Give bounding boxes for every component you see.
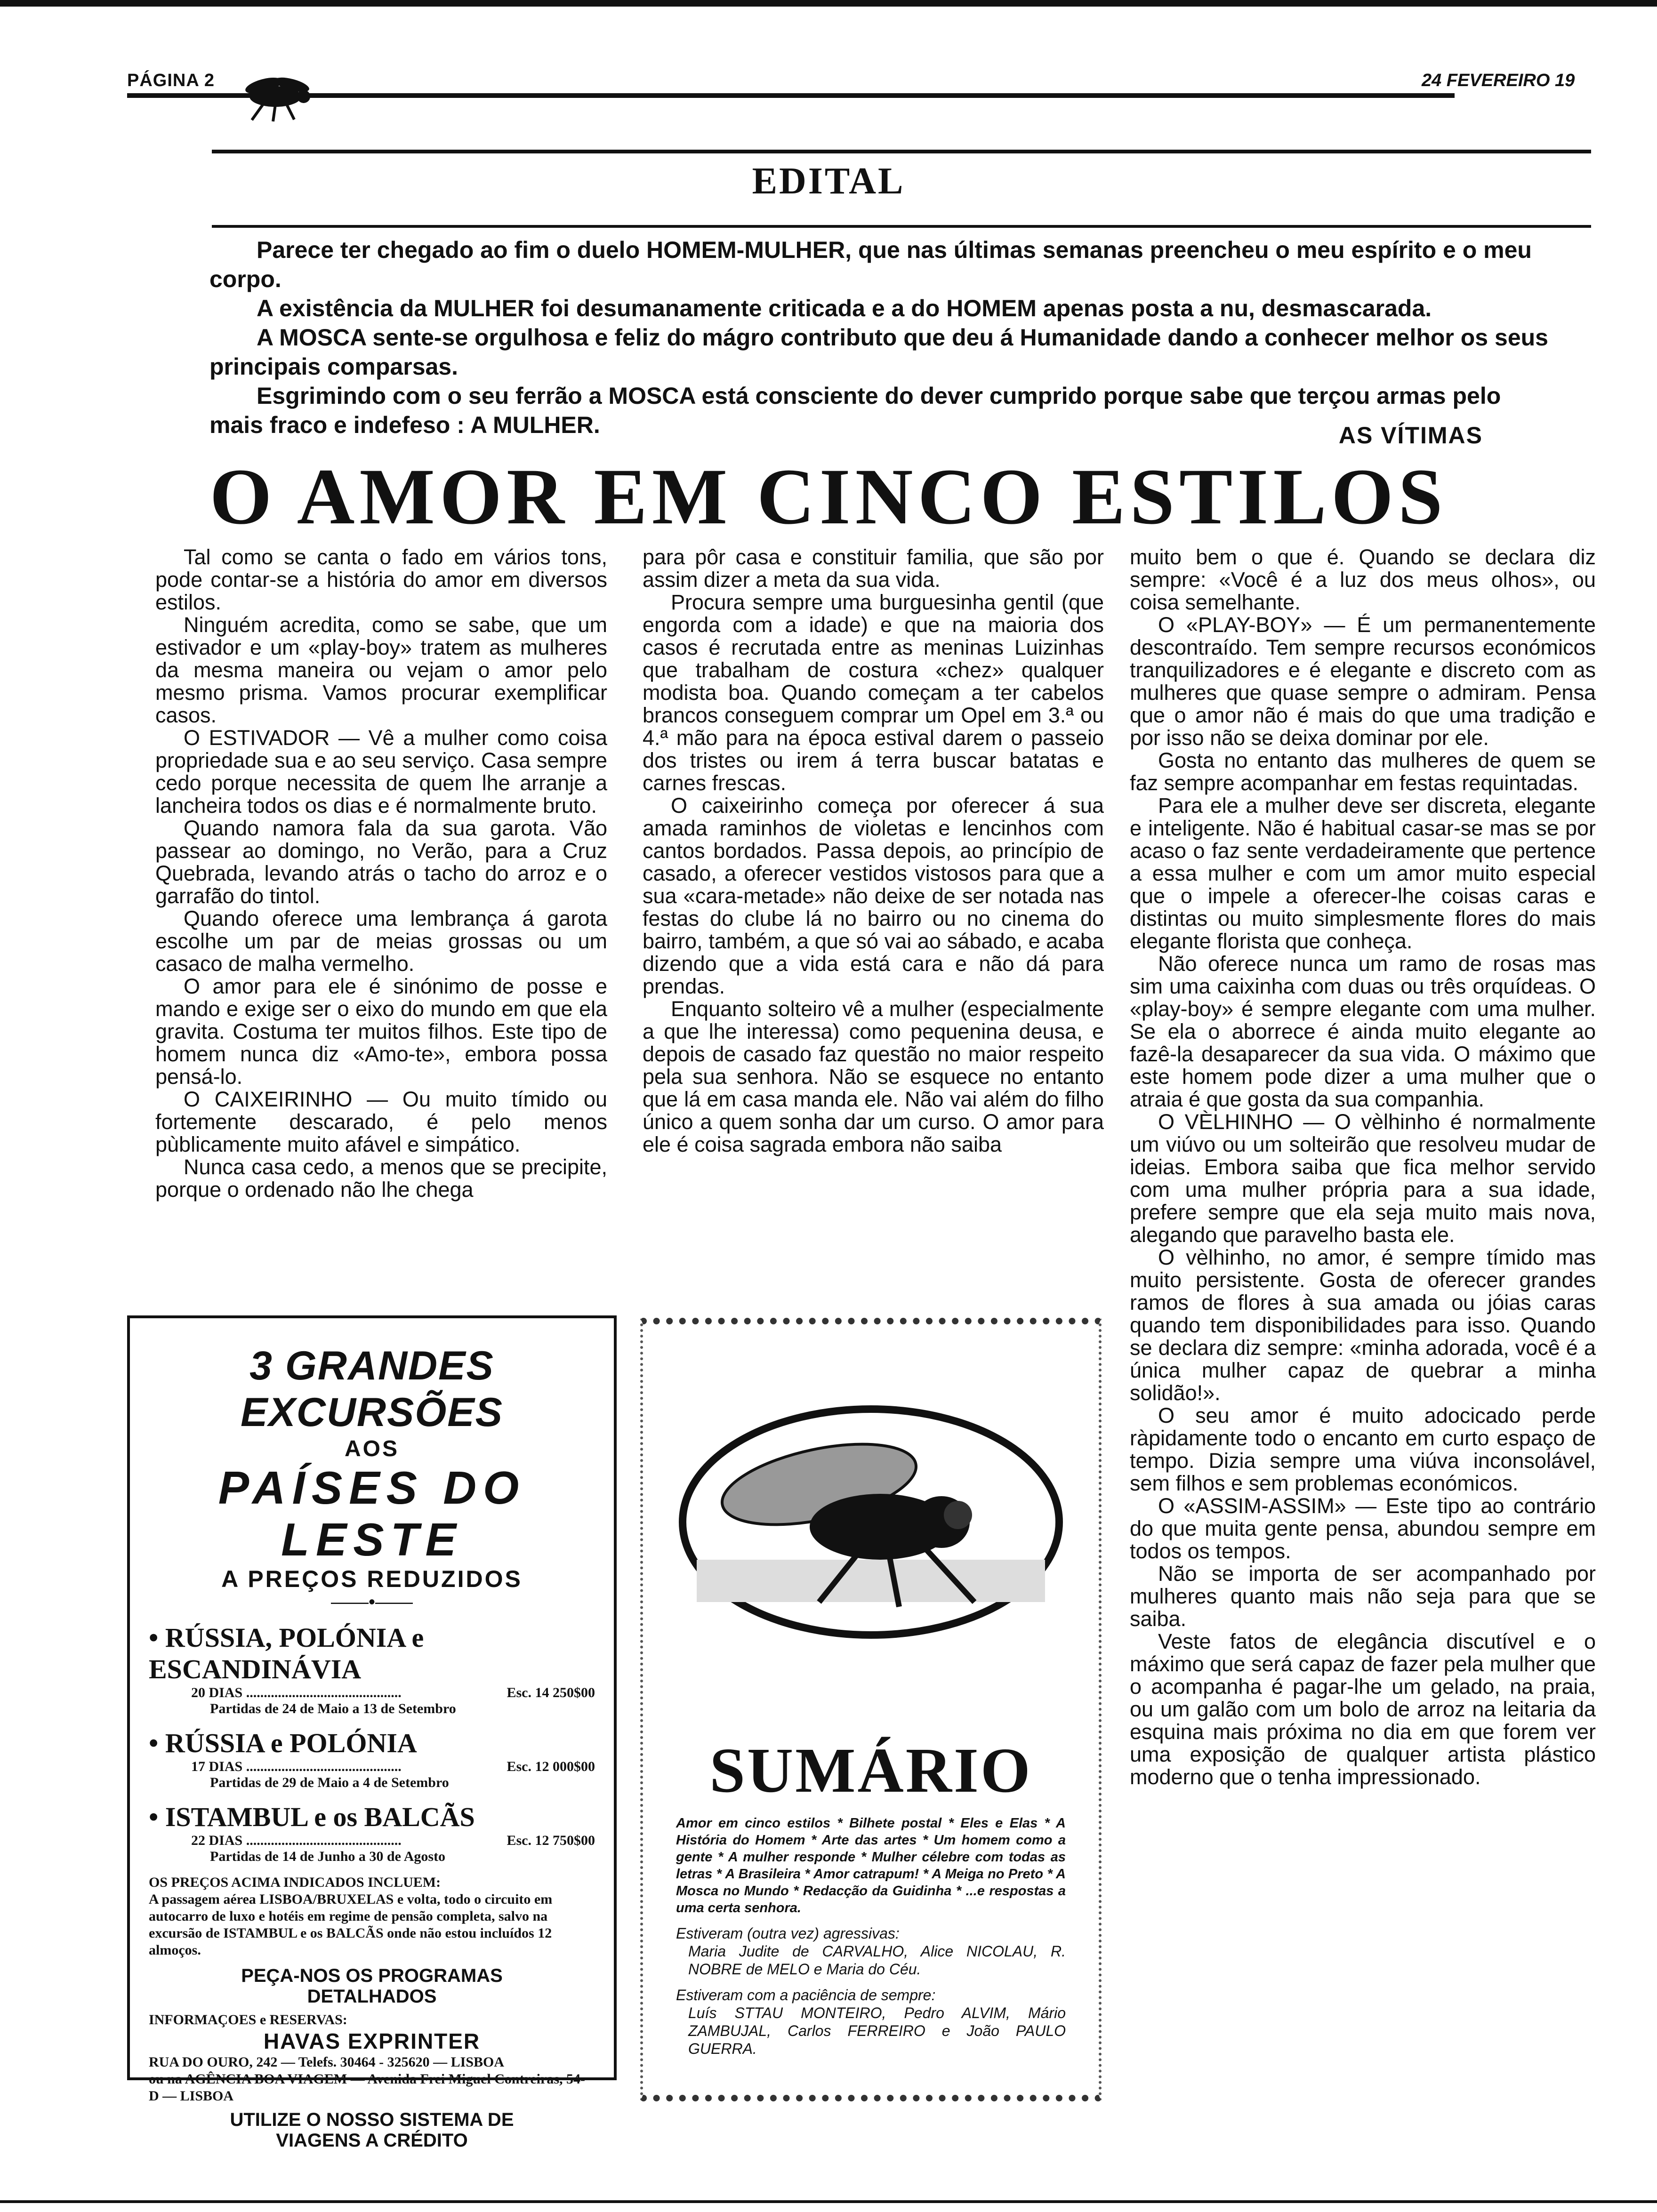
edital-title: EDITAL [752, 160, 905, 202]
ad-subtitle: A PREÇOS REDUZIDOS [221, 1566, 523, 1592]
sumario-box [640, 1318, 1102, 2101]
paragraph: Gosta no entanto das mulheres de quem se faz sempre acompanhar em festas requintadas. [1130, 748, 1596, 795]
edital-paragraph: Parece ter chegado ao fim o duelo HOMEM-MULHER, que nas últimas semanas preencheu o meu espírito e o meu corpo. [209, 237, 1532, 292]
sumario-names: Luís STTAU MONTEIRO, Pedro ALVIM, Mário ZAMBUJAL, Carlos FERREIRO e João PAULO GUERRA. [688, 2004, 1066, 2057]
route-dates: Partidas de 14 de Junho a 30 de Agosto [210, 1849, 446, 1864]
route-price: Esc. 14 250$00 [507, 1685, 595, 1700]
route-name-text: RÚSSIA, POLÓNIA e ESCANDINÁVIA [149, 1622, 424, 1684]
paragraph: para pôr casa e constituir familia, que são por assim dizer a meta da sua vida. [643, 545, 1104, 592]
edital-body [209, 235, 1560, 440]
article-column-3 [1130, 546, 1596, 1788]
edital-paragraph: Esgrimindo com o seu ferrão a MOSCA está consciente do dever cumprido porque sabe que terçou armas pelo mais fraco e indefeso : A MULHER. [209, 383, 1501, 438]
ad-aos: AOS [344, 1436, 399, 1461]
route-dates: Partidas de 29 de Maio a 4 de Setembro [210, 1775, 449, 1790]
route-days [191, 1833, 595, 1849]
paragraph: Enquanto solteiro vê a mulher (especialmente a que lhe interessa) como pequenina deusa, e depois de casado faz questão no maior respeito pela sua senhora. Não se esquece no entanto que lá em casa manda ele. Não vai além do filho único a quem sonha dar um curso. O amor para ele é coisa sagrada embora não saiba [643, 997, 1104, 1156]
paragraph: Ninguém acredita, como se sabe, que um estivador e um «play-boy» tratem as mulheres da mesma maneira ou vejam o amor pelo mesmo prisma. Vamos procurar exemplificar casos. [155, 613, 607, 727]
paragraph: O seu amor é muito adocicado perde ràpidamente todo o encanto em curto espaço de tempo. Dizia sempre uma viúva inconsolável, sem filhos e sem problemas económicos. [1130, 1403, 1596, 1495]
paragraph: O caixeirinho começa por oferecer á sua amada raminhos de violetas e lencinhos com cantos bordados. Passa depois, ao princípio de casado, a oferecer vestidos vistosos para que a sua «cara-metade» não deixe de ser notada nas festas do clube lá no bairro ou no cinema do bairro, também, a que só vai ao sábado, e acaba dizendo que a vida está cara e não dá para prendas. [643, 793, 1104, 998]
edital-paragraph: A existência da MULHER foi desumanamente criticada e a do HOMEM apenas posta a nu, desmascarada. [257, 295, 1432, 321]
sumario-contents: Amor em cinco estilos * Bilhete postal * Eles e Elas * A História do Homem * Arte das artes * Um homem como a gente * A mulher responde * Mulher célebre com todas as letras * A Brasileira * Amor catrapum! * A Meiga no Preto * A Mosca no Mundo * Redacção da Guidinha * ...e respostas a uma certa senhora. [676, 1816, 1066, 1915]
route-name: • RÚSSIA e POLÓNIA [149, 1728, 417, 1758]
paragraph: Tal como se canta o fado em vários tons, pode contar-se a história do amor em diversos estilos. [155, 545, 607, 614]
edital-paragraph: A MOSCA sente-se orgulhosa e feliz do mágro contributo que deu á Humanidade dando a conhecer melhor os seus principais comparsas. [209, 324, 1548, 380]
paragraph: Quando oferece uma lembrança á garota escolhe um par de meias grossas ou um casaco de malha vermelho. [155, 906, 607, 976]
ad-address: RUA DO OURO, 242 — Telefs. 30464 - 325620 — LISBOA [149, 2054, 505, 2070]
paragraph: Procura sempre uma burguesinha gentil (que engorda com a idade) e que na maioria dos casos é recrutada entre as meninas Luizinhas que trabalham de costura «chez» qualquer modista boa. Quando começam a ter cabelos brancos conseguem comprar um Opel em 3.ª ou 4.ª mão para na época estival darem o passeio dos tristes ou irem á terra buscar batatas e carnes frescas. [643, 590, 1104, 795]
route-dates: Partidas de 24 de Maio a 13 de Setembro [210, 1701, 456, 1716]
sumario-title: SUMÁRIO [709, 1735, 1032, 1806]
includes-title: OS PREÇOS ACIMA INDICADOS INCLUEM: [149, 1875, 441, 1890]
excursions-ad [127, 1315, 617, 2151]
route-days [191, 1759, 595, 1775]
issue-date: 24 FEVEREIRO 19 [1422, 71, 1575, 90]
route-price: Esc. 12 000$00 [507, 1759, 595, 1774]
sumario-label: Estiveram (outra vez) agressivas: [676, 1925, 900, 1942]
paragraph: O ESTIVADOR — Vê a mulher como coisa propriedade sua e ao seu serviço. Casa sempre cedo porque necessita de quem lhe arranje a lancheira todos os dias e é normalmente bruto. [155, 726, 607, 817]
article-headline: O AMOR EM CINCO ESTILOS [209, 452, 1448, 541]
route-name-text: RÚSSIA e POLÓNIA [165, 1728, 417, 1758]
divider [212, 225, 1591, 228]
article-column-2 [643, 546, 1104, 1156]
page-label: PÁGINA 2 [127, 71, 215, 90]
top-border [0, 0, 1657, 7]
route-duration: 22 DIAS ............................................ [191, 1833, 402, 1848]
paragraph: Não oferece nunca um ramo de rosas mas sim uma caixinha com duas ou três orquídeas. O «play-boy» é sempre elegante com uma mulher. Se ela o aborrece é ainda muito elegante ao fazê-la desaparecer da sua vida. O máximo que este homem pode dizer a uma mulher que o atraia é que gosta da sua companhia. [1130, 952, 1596, 1111]
paragraph: O «ASSIM-ASSIM» — Este tipo ao contrário do que muita gente pensa, abundou sempre em todos os tempos. [1130, 1494, 1596, 1563]
fly-illustration-icon [678, 1404, 1064, 1640]
ad-info: INFORMAÇOES e RESERVAS: [149, 2012, 347, 2028]
divider [212, 150, 1591, 153]
ad-destination: PAÍSES DO LESTE [218, 1462, 526, 1565]
paragraph: muito bem o que é. Quando se declara diz sempre: «Você é a luz dos meus olhos», ou coisa semelhante. [1130, 545, 1596, 614]
header-rule [127, 93, 1455, 98]
agency-name: HAVAS EXPRINTER [263, 2029, 481, 2053]
bottom-border [0, 2200, 1657, 2203]
ornament: ——•—— [330, 1592, 413, 1612]
paragraph: O «PLAY-BOY» — É um permanentemente descontraído. Tem sempre recursos económicos tranquilizadores e é elegante e discreto com as mulheres que quase sempre o admiram. Pensa que o amor não é mais do que uma tradição e por isso não se deixa dominar por ele. [1130, 613, 1596, 750]
paragraph: Nunca casa cedo, a menos que se precipite, porque o ordenado não lhe chega [155, 1155, 607, 1202]
paragraph: Para ele a mulher deve ser discreta, elegante e inteligente. Não é habitual casar-se mas se por acaso o faz sente verdadeiramente que pertence a essa mulher e com um amor muito especial que o impele a oferecer-lhe coisas caras e distintas ou muito simplesmente flores do mais elegante florista que conheça. [1130, 793, 1596, 953]
route-duration: 20 DIAS ............................................ [191, 1685, 402, 1700]
ad-credit: UTILIZE O NOSSO SISTEMA DE VIAGENS A CRÉDITO [230, 2109, 514, 2151]
ad-address: ou na AGÊNCIA BOA VIAGEM — Avenida Frei Miguel Contreiras, 54-D — LISBOA [149, 2071, 585, 2104]
paragraph: Não se importa de ser acompanhado por mulheres quanto mais não seja para que se saiba. [1130, 1562, 1596, 1631]
route-name: • RÚSSIA, POLÓNIA e ESCANDINÁVIA [149, 1622, 424, 1684]
article-column-1 [155, 546, 607, 1201]
sumario-label: Estiveram com a paciência de sempre: [676, 1987, 936, 2004]
paragraph: O CAIXEIRINHO — Ou muito tímido ou fortemente descarado, é pelo menos pùblicamente muito afável e simpático. [155, 1087, 607, 1156]
edital-signature: AS VÍTIMAS [1338, 422, 1483, 449]
ad-title: 3 GRANDES EXCURSÕES [240, 1343, 504, 1435]
route-price: Esc. 12 750$00 [507, 1833, 595, 1848]
paragraph: Veste fatos de elegância discutível e o máximo que será capaz de fazer pela mulher que o acompanha é pagar-lhe um gelado, na praia, ou um galão com um bolo de arroz na leitaria da esquina mais próxima no dia em que forem ver uma exposição de qualquer artista plástico moderno que o tenha impressionado. [1130, 1629, 1596, 1789]
paragraph: O VÈLHINHO — O vèlhinho é normalmente um viúvo ou um solteirão que resolveu mudar de ideias. Embora saiba que fica melhor servido com uma mulher própria para a sua idade, prefere sempre que ela seja muito mais nova, alegando que paravelho basta ele. [1130, 1110, 1596, 1247]
ad-cta: PEÇA-NOS OS PROGRAMAS DETALHADOS [241, 1965, 503, 2007]
route-duration: 17 DIAS ............................................ [191, 1759, 402, 1774]
sumario-names: Maria Judite de CARVALHO, Alice NICOLAU, R. NOBRE de MELO e Maria do Céu. [688, 1943, 1066, 1978]
paragraph: O amor para ele é sinónimo de posse e mando e exige ser o eixo do mundo em que ela gravita. Costuma ter muitos filhos. Este tipo de homem nunca diz «Amo-te», embora possa pensá-lo. [155, 974, 607, 1089]
paragraph: O vèlhinho, no amor, é sempre tímido mas muito persistente. Gosta de oferecer grandes ramos de flores à sua amada ou jóias caras quando tem disponibilidades para isso. Quando se declara diz sempre: «minha adorada, você é a única mulher capaz de quebrar a minha solidão!». [1130, 1245, 1596, 1405]
includes-text: A passagem aérea LISBOA/BRUXELAS e volta, todo o circuito em autocarro de luxo e hotéis em regime de pensão completa, salvo na excursão de ISTAMBUL e os BALCÃS onde não estou incluídos 12 almoços. [149, 1891, 553, 1958]
route-days [191, 1685, 595, 1701]
paragraph: Quando namora fala da sua garota. Vão passear ao domingo, no Verão, para a Cruz Quebrada, levando atrás o tacho do arroz e o garrafão do tintol. [155, 816, 607, 908]
route-name: • ISTAMBUL e os BALCÃS [149, 1802, 475, 1832]
route-name-text: ISTAMBUL e os BALCÃS [165, 1802, 475, 1832]
